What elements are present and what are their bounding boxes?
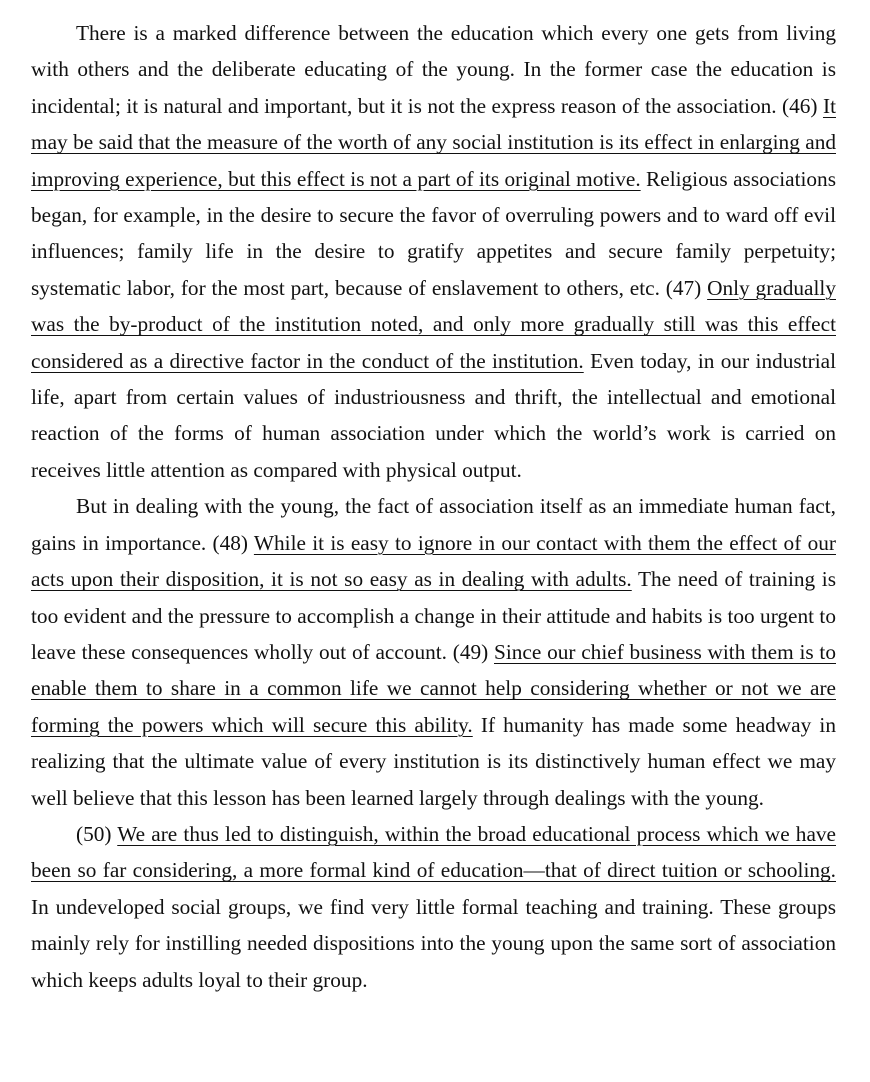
paragraph-text: (50) <box>76 821 118 846</box>
paragraph-3 <box>31 816 836 998</box>
paragraph-2 <box>31 488 836 816</box>
paragraph-text: If humanity has made some headway in realizing that the ultimate value of every institution is its distinctively human effect we may well believe that this lesson has been learned largely through dealings with the young. <box>31 712 836 810</box>
paragraph-text: But in dealing with the young, the fact of association itself as an immediate human fact, gains in importance. (48) <box>31 494 836 555</box>
underlined-sentence-46: It may be said that the measure of the worth of any social institution is its effect in enlarging and improving experience, but this effect is not a part of its original motive. <box>31 93 836 191</box>
paragraph-text: Even today, in our industrial life, apart from certain values of industriousness and thrift, the intellectual and emotional reaction of the forms of human association under which the world’s work is carried on receives little attention as compared with physical output. <box>31 348 836 482</box>
document-page <box>31 15 836 998</box>
paragraph-1 <box>31 15 836 488</box>
underlined-sentence-48: While it is easy to ignore in our contact with them the effect of our acts upon their disposition, it is not so easy as in dealing with adults. <box>31 530 836 592</box>
underlined-sentence-47: Only gradually was the by-product of the institution noted, and only more gradually still was this effect considered as a directive factor in the conduct of the institution. <box>31 275 836 373</box>
paragraph-text: The need of training is too evident and the pressure to accomplish a change in their attitude and habits is too urgent to leave these consequences wholly out of account. (49) <box>31 567 836 664</box>
paragraph-text: There is a marked difference between the education which every one gets from living with others and the deliberate educating of the young. In the former case the education is incidental; it is natural and important, but it is not the express reason of the association. (46) <box>31 21 836 118</box>
underlined-sentence-50: We are thus led to distinguish, within the broad educational process which we have been so far considering, a more formal kind of education—that of direct tuition or schooling. <box>31 821 836 883</box>
paragraph-text: In undeveloped social groups, we find very little formal teaching and training. These groups mainly rely for instilling needed dispositions into the young upon the same sort of association which keeps adults loyal to their group. <box>31 894 836 992</box>
underlined-sentence-49: Since our chief business with them is to enable them to share in a common life we cannot help considering whether or not we are forming the powers which will secure this ability. <box>31 639 836 737</box>
paragraph-text: Religious associations began, for example, in the desire to secure the favor of overruling powers and to ward off evil influences; family life in the desire to gratify appetites and secure family perpetuity; systematic labor, for the most part, because of enslavement to others, etc. (47) <box>31 166 836 300</box>
